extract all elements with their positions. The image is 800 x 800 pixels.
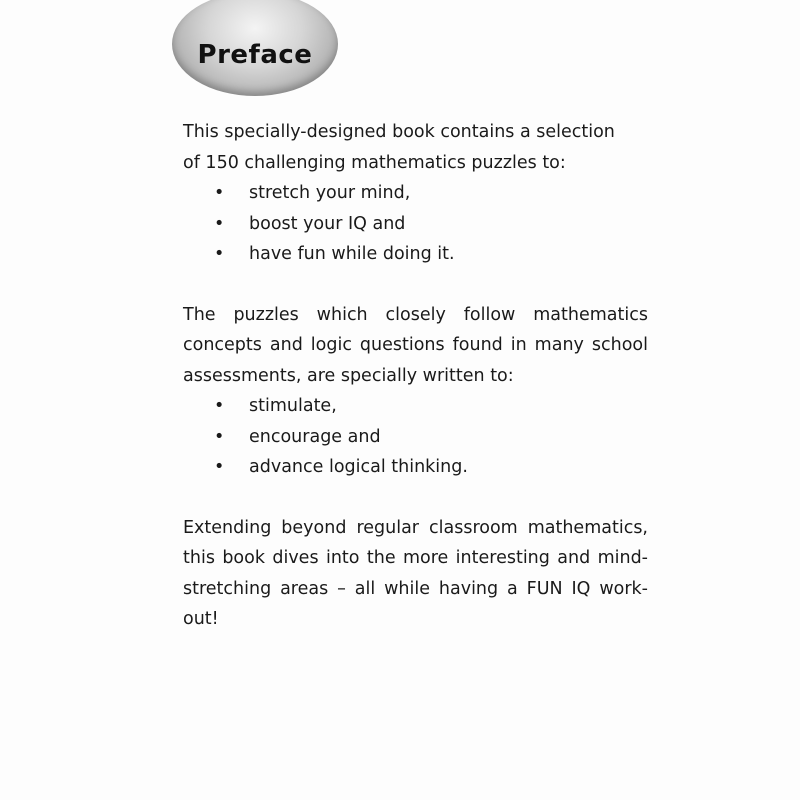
bullet-list-2 <box>183 391 648 483</box>
bullet-icon: • <box>214 213 225 234</box>
list-item: • have fun while doing it. <box>183 239 648 270</box>
paragraph-1-line-2: of 150 challenging mathematics puzzles to: <box>183 152 566 173</box>
bullet-list-1 <box>183 178 648 270</box>
bullet-icon: • <box>214 396 225 416</box>
list-item: • stretch your mind, <box>183 178 648 209</box>
preface-content <box>183 117 648 635</box>
paragraph-2: The puzzles which closely follow mathematics concepts and logic questions found in many school assessments, are specially written to: <box>183 304 648 386</box>
bullet-icon: • <box>214 457 225 477</box>
paragraph-3: Extending beyond regular classroom mathematics, this book dives into the more interesting and mind-stretching areas – all while having a FUN IQ work-out! <box>183 517 648 629</box>
page-title: Preface <box>197 40 313 70</box>
list-item: • boost your IQ and <box>183 209 648 240</box>
bullet-icon: • <box>214 183 225 203</box>
paragraph-1-line-1: This specially-designed book contains a selection <box>183 122 615 142</box>
paragraph-1 <box>183 117 648 178</box>
list-item: • encourage and <box>183 422 648 453</box>
bullet-icon: • <box>214 244 225 264</box>
bullet-icon: • <box>214 426 225 447</box>
list-item: • advance logical thinking. <box>183 452 648 483</box>
list-item: • stimulate, <box>183 391 648 422</box>
